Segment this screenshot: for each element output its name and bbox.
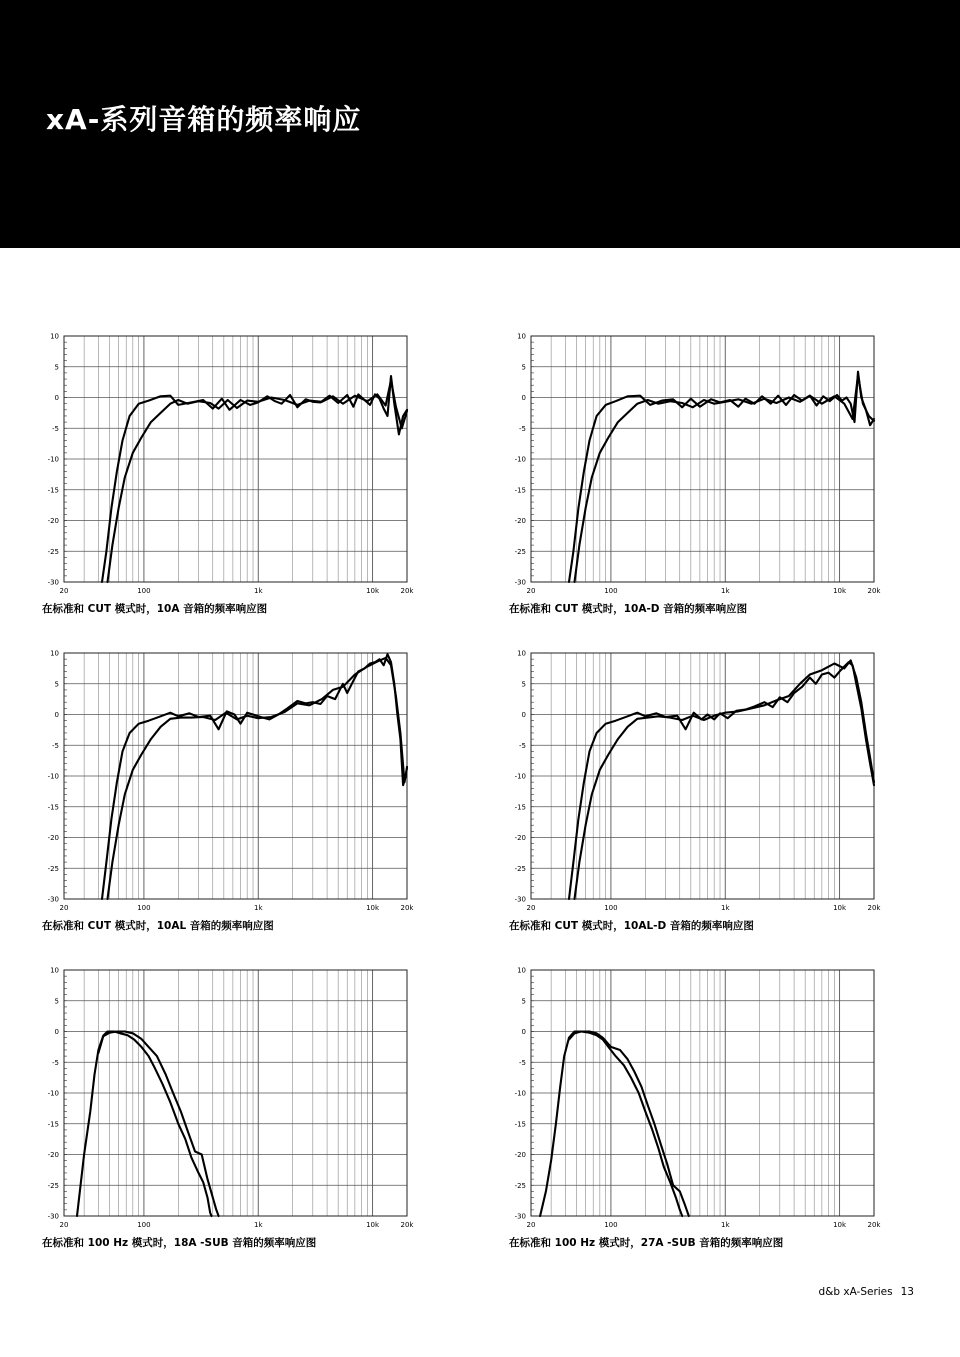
y-tick-label: 0 bbox=[521, 711, 526, 719]
chart-caption: 在标准和 100 Hz 模式时，18A -SUB 音箱的频率响应图 bbox=[42, 1237, 317, 1249]
frequency-response-chart bbox=[42, 964, 422, 1234]
y-tick-label: -15 bbox=[514, 486, 526, 495]
frequency-response-chart bbox=[509, 330, 889, 600]
x-tick-label: 20 bbox=[526, 1221, 536, 1229]
chart-block bbox=[42, 330, 422, 630]
y-tick-label: -30 bbox=[47, 895, 59, 904]
y-tick-label: -30 bbox=[47, 578, 59, 587]
y-tick-label: -20 bbox=[47, 834, 59, 842]
page-number: 13 bbox=[900, 1286, 914, 1298]
series-line-2 bbox=[108, 380, 408, 582]
series-line-2 bbox=[108, 658, 408, 899]
y-tick-label: 5 bbox=[54, 997, 59, 1006]
y-tick-label: -25 bbox=[514, 864, 526, 873]
x-tick-label: 1k bbox=[253, 904, 263, 912]
y-tick-label: -5 bbox=[52, 741, 59, 750]
x-tick-label: 100 bbox=[137, 587, 151, 595]
y-tick-label: -15 bbox=[47, 1120, 59, 1129]
y-tick-label: -15 bbox=[514, 803, 526, 812]
chart-block bbox=[509, 330, 889, 630]
x-tick-label: 10k bbox=[366, 587, 380, 595]
x-tick-label: 10k bbox=[833, 904, 847, 912]
y-tick-label: -20 bbox=[514, 517, 526, 525]
y-tick-label: 0 bbox=[54, 711, 59, 719]
y-tick-label: -30 bbox=[514, 578, 526, 587]
x-tick-label: 20k bbox=[867, 1221, 881, 1229]
y-tick-label: 0 bbox=[54, 1028, 59, 1036]
y-tick-label: 0 bbox=[521, 394, 526, 402]
y-tick-label: 10 bbox=[50, 649, 59, 658]
y-tick-label: -20 bbox=[47, 517, 59, 525]
y-tick-label: -10 bbox=[514, 772, 526, 781]
x-tick-label: 1k bbox=[253, 587, 263, 595]
frequency-response-chart bbox=[42, 330, 422, 600]
y-tick-label: 0 bbox=[521, 1028, 526, 1036]
y-tick-label: -5 bbox=[52, 1058, 59, 1067]
x-tick-label: 100 bbox=[137, 904, 151, 912]
x-tick-label: 20 bbox=[526, 587, 536, 595]
footer bbox=[819, 1286, 914, 1298]
chart-caption: 在标准和 CUT 模式时，10A-D 音箱的频率响应图 bbox=[509, 603, 748, 615]
x-tick-label: 20 bbox=[59, 904, 69, 912]
y-gridlines bbox=[531, 336, 874, 582]
x-tick-label: 1k bbox=[253, 1221, 263, 1229]
y-gridlines bbox=[531, 653, 874, 899]
y-tick-label: -15 bbox=[47, 486, 59, 495]
x-tick-label: 20k bbox=[867, 587, 881, 595]
y-tick-label: 5 bbox=[54, 363, 59, 372]
frequency-response-chart bbox=[509, 964, 889, 1234]
x-tick-label: 10k bbox=[833, 1221, 847, 1229]
x-tick-label: 1k bbox=[720, 587, 730, 595]
x-tick-label: 20k bbox=[400, 1221, 414, 1229]
y-tick-label: -30 bbox=[514, 1212, 526, 1221]
x-tick-label: 100 bbox=[604, 587, 618, 595]
y-tick-label: -30 bbox=[47, 1212, 59, 1221]
chart-caption: 在标准和 CUT 模式时，10AL-D 音箱的频率响应图 bbox=[509, 920, 754, 932]
frequency-response-chart bbox=[42, 647, 422, 917]
chart-caption: 在标准和 100 Hz 模式时，27A -SUB 音箱的频率响应图 bbox=[509, 1237, 784, 1249]
chart-caption: 在标准和 CUT 模式时，10AL 音箱的频率响应图 bbox=[42, 920, 274, 932]
y-tick-label: 5 bbox=[521, 997, 526, 1006]
chart-block bbox=[509, 647, 889, 947]
x-tick-label: 20k bbox=[867, 904, 881, 912]
frequency-response-chart bbox=[509, 647, 889, 917]
chart-block bbox=[42, 964, 422, 1264]
y-tick-label: -25 bbox=[47, 1181, 59, 1190]
y-gridlines bbox=[531, 970, 874, 1216]
y-tick-label: 0 bbox=[54, 394, 59, 402]
chart-caption: 在标准和 CUT 模式时，10A 音箱的频率响应图 bbox=[42, 603, 268, 615]
y-tick-label: -20 bbox=[514, 1151, 526, 1159]
y-tick-label: -20 bbox=[47, 1151, 59, 1159]
y-tick-label: 10 bbox=[50, 332, 59, 341]
x-tick-label: 100 bbox=[137, 1221, 151, 1229]
y-gridlines bbox=[64, 336, 407, 582]
y-tick-label: -5 bbox=[519, 1058, 526, 1067]
y-gridlines bbox=[64, 653, 407, 899]
y-tick-label: -25 bbox=[47, 864, 59, 873]
x-tick-label: 1k bbox=[720, 904, 730, 912]
chart-block bbox=[509, 964, 889, 1264]
y-tick-label: -5 bbox=[52, 424, 59, 433]
y-tick-label: 10 bbox=[517, 649, 526, 658]
y-tick-label: -20 bbox=[514, 834, 526, 842]
y-tick-label: 10 bbox=[517, 332, 526, 341]
y-gridlines bbox=[64, 970, 407, 1216]
y-tick-label: 10 bbox=[517, 966, 526, 975]
x-tick-label: 10k bbox=[366, 904, 380, 912]
footer-series: d&b xA-Series bbox=[818, 1286, 893, 1298]
x-tick-label: 20k bbox=[400, 904, 414, 912]
y-tick-label: -10 bbox=[47, 1089, 59, 1098]
y-tick-label: -30 bbox=[514, 895, 526, 904]
x-tick-label: 100 bbox=[604, 904, 618, 912]
y-tick-label: -25 bbox=[514, 547, 526, 556]
x-tick-label: 1k bbox=[720, 1221, 730, 1229]
x-tick-label: 100 bbox=[604, 1221, 618, 1229]
x-tick-label: 20 bbox=[59, 587, 69, 595]
x-tick-label: 10k bbox=[833, 587, 847, 595]
y-tick-label: -10 bbox=[514, 455, 526, 464]
x-tick-label: 20 bbox=[59, 1221, 69, 1229]
x-tick-label: 20 bbox=[526, 904, 536, 912]
y-tick-label: -10 bbox=[47, 772, 59, 781]
y-tick-label: -25 bbox=[514, 1181, 526, 1190]
y-tick-label: 10 bbox=[50, 966, 59, 975]
y-tick-label: 5 bbox=[521, 363, 526, 372]
y-tick-label: 5 bbox=[54, 680, 59, 689]
x-tick-label: 20k bbox=[400, 587, 414, 595]
y-tick-label: -10 bbox=[514, 1089, 526, 1098]
y-tick-label: -5 bbox=[519, 424, 526, 433]
y-tick-label: -25 bbox=[47, 547, 59, 556]
x-tick-label: 10k bbox=[366, 1221, 380, 1229]
series-line-2 bbox=[575, 660, 875, 899]
y-tick-label: -15 bbox=[47, 803, 59, 812]
y-tick-label: -15 bbox=[514, 1120, 526, 1129]
chart-block bbox=[42, 647, 422, 947]
page-title: xA-系列音箱的频率响应 bbox=[46, 103, 362, 136]
y-tick-label: -10 bbox=[47, 455, 59, 464]
y-tick-label: -5 bbox=[519, 741, 526, 750]
y-tick-label: 5 bbox=[521, 680, 526, 689]
